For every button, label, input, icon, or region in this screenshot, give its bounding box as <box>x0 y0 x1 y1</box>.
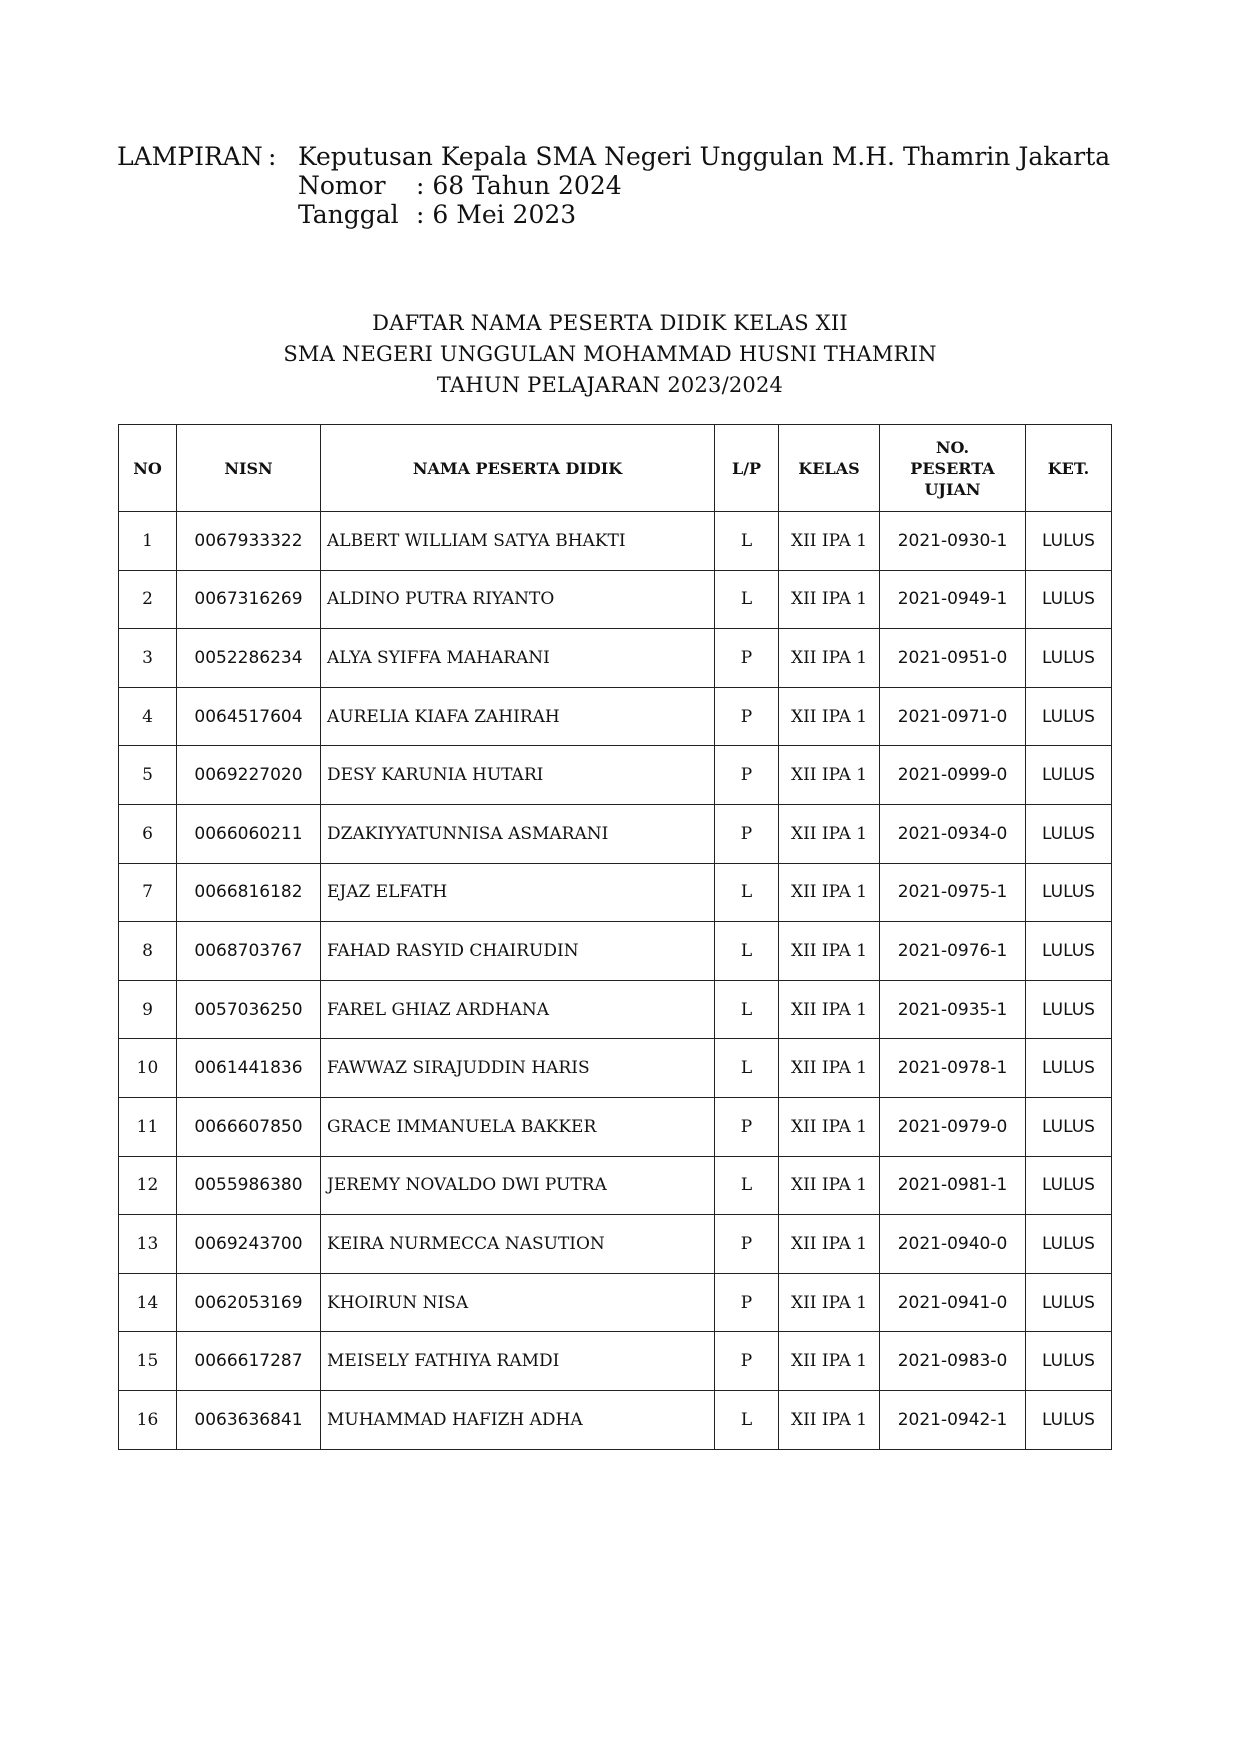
cell-no-ujian: 2021-0942-1 <box>880 1390 1026 1449</box>
cell-no-ujian: 2021-0935-1 <box>880 980 1026 1039</box>
cell-kelas: XII IPA 1 <box>779 512 880 571</box>
cell-kelas: XII IPA 1 <box>779 1156 880 1215</box>
cell-nisn: 0066617287 <box>177 1332 321 1391</box>
cell-nisn: 0068703767 <box>177 922 321 981</box>
cell-nama: FAHAD RASYID CHAIRUDIN <box>321 922 715 981</box>
nomor-row <box>117 171 1110 200</box>
cell-ket: LULUS <box>1026 1097 1112 1156</box>
table-row <box>119 1273 1112 1332</box>
table-row <box>119 1097 1112 1156</box>
cell-nama: MUHAMMAD HAFIZH ADHA <box>321 1390 715 1449</box>
cell-lp: L <box>715 1156 779 1215</box>
header-lp: L/P <box>715 425 779 512</box>
cell-no: 14 <box>119 1273 177 1332</box>
cell-ket: LULUS <box>1026 804 1112 863</box>
cell-nama: FAWWAZ SIRAJUDDIN HARIS <box>321 1039 715 1098</box>
cell-kelas: XII IPA 1 <box>779 863 880 922</box>
lampiran-row <box>117 142 1110 171</box>
cell-no: 1 <box>119 512 177 571</box>
header-no-peserta-ujian: NO. PESERTA UJIAN <box>880 425 1026 512</box>
tanggal-value: : 6 Mei 2023 <box>416 200 577 229</box>
table-row <box>119 922 1112 981</box>
cell-kelas: XII IPA 1 <box>779 804 880 863</box>
cell-lp: P <box>715 1215 779 1274</box>
header-kelas: KELAS <box>779 425 880 512</box>
title-line-2: SMA NEGERI UNGGULAN MOHAMMAD HUSNI THAMRIN <box>283 342 937 366</box>
cell-nisn: 0064517604 <box>177 687 321 746</box>
cell-no: 15 <box>119 1332 177 1391</box>
cell-nama: ALBERT WILLIAM SATYA BHAKTI <box>321 512 715 571</box>
header-nisn: NISN <box>177 425 321 512</box>
cell-ket: LULUS <box>1026 1215 1112 1274</box>
cell-nisn: 0057036250 <box>177 980 321 1039</box>
cell-ket: LULUS <box>1026 687 1112 746</box>
title-line-1: DAFTAR NAMA PESERTA DIDIK KELAS XII <box>372 311 848 335</box>
cell-nama: KHOIRUN NISA <box>321 1273 715 1332</box>
student-table <box>118 424 1112 1450</box>
document-title <box>0 308 1220 401</box>
cell-ket: LULUS <box>1026 1039 1112 1098</box>
cell-lp: P <box>715 1097 779 1156</box>
table-row <box>119 1390 1112 1449</box>
lampiran-colon: : <box>268 142 277 171</box>
cell-nisn: 0066607850 <box>177 1097 321 1156</box>
cell-ket: LULUS <box>1026 1156 1112 1215</box>
cell-ket: LULUS <box>1026 1332 1112 1391</box>
cell-nama: DZAKIYYATUNNISA ASMARANI <box>321 804 715 863</box>
header-ket: KET. <box>1026 425 1112 512</box>
cell-nama: ALYA SYIFFA MAHARANI <box>321 629 715 688</box>
cell-no-ujian: 2021-0978-1 <box>880 1039 1026 1098</box>
cell-nisn: 0055986380 <box>177 1156 321 1215</box>
cell-nisn: 0063636841 <box>177 1390 321 1449</box>
cell-kelas: XII IPA 1 <box>779 1097 880 1156</box>
cell-no-ujian: 2021-0940-0 <box>880 1215 1026 1274</box>
lampiran-label: LAMPIRAN <box>117 142 263 171</box>
cell-nama: ALDINO PUTRA RIYANTO <box>321 570 715 629</box>
cell-no-ujian: 2021-0983-0 <box>880 1332 1026 1391</box>
cell-lp: L <box>715 980 779 1039</box>
cell-nama: FAREL GHIAZ ARDHANA <box>321 980 715 1039</box>
cell-nisn: 0062053169 <box>177 1273 321 1332</box>
cell-kelas: XII IPA 1 <box>779 1273 880 1332</box>
cell-kelas: XII IPA 1 <box>779 687 880 746</box>
cell-no-ujian: 2021-0971-0 <box>880 687 1026 746</box>
table-row <box>119 1039 1112 1098</box>
table-row <box>119 629 1112 688</box>
cell-no-ujian: 2021-0934-0 <box>880 804 1026 863</box>
cell-lp: L <box>715 1390 779 1449</box>
cell-nisn: 0069243700 <box>177 1215 321 1274</box>
title-line-3: TAHUN PELAJARAN 2023/2024 <box>436 373 784 397</box>
cell-no-ujian: 2021-0979-0 <box>880 1097 1026 1156</box>
table-row <box>119 1156 1112 1215</box>
header-no: NO <box>119 425 177 512</box>
table-row <box>119 804 1112 863</box>
cell-kelas: XII IPA 1 <box>779 570 880 629</box>
cell-no: 2 <box>119 570 177 629</box>
cell-kelas: XII IPA 1 <box>779 1332 880 1391</box>
cell-no: 4 <box>119 687 177 746</box>
cell-nama: JEREMY NOVALDO DWI PUTRA <box>321 1156 715 1215</box>
cell-nisn: 0067316269 <box>177 570 321 629</box>
tanggal-label: Tanggal <box>298 200 399 229</box>
cell-lp: L <box>715 863 779 922</box>
cell-ket: LULUS <box>1026 570 1112 629</box>
cell-no-ujian: 2021-0999-0 <box>880 746 1026 805</box>
cell-no: 7 <box>119 863 177 922</box>
cell-kelas: XII IPA 1 <box>779 1215 880 1274</box>
cell-no: 5 <box>119 746 177 805</box>
cell-kelas: XII IPA 1 <box>779 629 880 688</box>
cell-ket: LULUS <box>1026 980 1112 1039</box>
cell-no: 10 <box>119 1039 177 1098</box>
cell-ket: LULUS <box>1026 629 1112 688</box>
cell-no: 9 <box>119 980 177 1039</box>
cell-ket: LULUS <box>1026 1273 1112 1332</box>
cell-no: 16 <box>119 1390 177 1449</box>
tanggal-row <box>117 200 1110 229</box>
cell-lp: P <box>715 1332 779 1391</box>
cell-lp: P <box>715 804 779 863</box>
decree-text: Keputusan Kepala SMA Negeri Unggulan M.H. Thamrin Jakarta <box>298 142 1111 171</box>
table-row <box>119 980 1112 1039</box>
cell-ket: LULUS <box>1026 922 1112 981</box>
cell-no-ujian: 2021-0951-0 <box>880 629 1026 688</box>
cell-no: 13 <box>119 1215 177 1274</box>
table-row <box>119 1215 1112 1274</box>
cell-lp: L <box>715 512 779 571</box>
cell-kelas: XII IPA 1 <box>779 746 880 805</box>
table-row <box>119 570 1112 629</box>
cell-lp: P <box>715 687 779 746</box>
cell-ket: LULUS <box>1026 863 1112 922</box>
cell-nama: KEIRA NURMECCA NASUTION <box>321 1215 715 1274</box>
cell-nama: MEISELY FATHIYA RAMDI <box>321 1332 715 1391</box>
cell-kelas: XII IPA 1 <box>779 980 880 1039</box>
cell-lp: L <box>715 1039 779 1098</box>
cell-no-ujian: 2021-0941-0 <box>880 1273 1026 1332</box>
header-nama: NAMA PESERTA DIDIK <box>321 425 715 512</box>
nomor-label: Nomor <box>298 171 386 200</box>
cell-no: 12 <box>119 1156 177 1215</box>
lampiran-block <box>117 142 1110 229</box>
cell-nisn: 0052286234 <box>177 629 321 688</box>
cell-no-ujian: 2021-0930-1 <box>880 512 1026 571</box>
cell-ket: LULUS <box>1026 1390 1112 1449</box>
table-row <box>119 1332 1112 1391</box>
cell-no-ujian: 2021-0949-1 <box>880 570 1026 629</box>
cell-lp: P <box>715 1273 779 1332</box>
cell-kelas: XII IPA 1 <box>779 1039 880 1098</box>
cell-nisn: 0066060211 <box>177 804 321 863</box>
cell-no-ujian: 2021-0975-1 <box>880 863 1026 922</box>
cell-nama: GRACE IMMANUELA BAKKER <box>321 1097 715 1156</box>
cell-lp: L <box>715 922 779 981</box>
cell-nama: DESY KARUNIA HUTARI <box>321 746 715 805</box>
cell-nisn: 0069227020 <box>177 746 321 805</box>
cell-no: 6 <box>119 804 177 863</box>
cell-no: 8 <box>119 922 177 981</box>
table-row <box>119 687 1112 746</box>
cell-ket: LULUS <box>1026 746 1112 805</box>
table-row <box>119 746 1112 805</box>
cell-nisn: 0067933322 <box>177 512 321 571</box>
table-row <box>119 512 1112 571</box>
cell-lp: P <box>715 629 779 688</box>
cell-kelas: XII IPA 1 <box>779 1390 880 1449</box>
cell-kelas: XII IPA 1 <box>779 922 880 981</box>
nomor-value: : 68 Tahun 2024 <box>416 171 622 200</box>
cell-lp: P <box>715 746 779 805</box>
cell-no-ujian: 2021-0976-1 <box>880 922 1026 981</box>
cell-no-ujian: 2021-0981-1 <box>880 1156 1026 1215</box>
cell-nama: AURELIA KIAFA ZAHIRAH <box>321 687 715 746</box>
cell-lp: L <box>715 570 779 629</box>
cell-nisn: 0061441836 <box>177 1039 321 1098</box>
cell-nama: EJAZ ELFATH <box>321 863 715 922</box>
cell-no: 3 <box>119 629 177 688</box>
table-header-row <box>119 425 1112 512</box>
cell-ket: LULUS <box>1026 512 1112 571</box>
cell-nisn: 0066816182 <box>177 863 321 922</box>
cell-no: 11 <box>119 1097 177 1156</box>
table-row <box>119 863 1112 922</box>
